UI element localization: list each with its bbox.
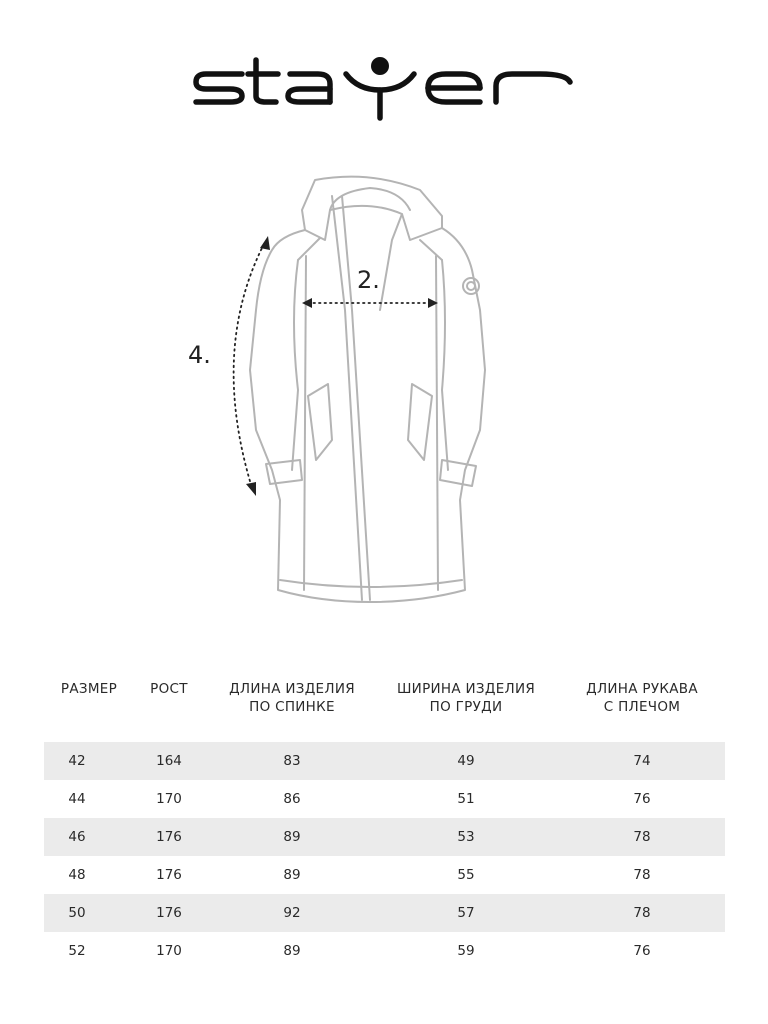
measure-label-4: 4. — [188, 341, 211, 369]
header-size: РАЗМЕР — [60, 681, 118, 697]
cell-height: 164 — [156, 753, 182, 769]
cell-size: 52 — [68, 943, 86, 959]
cell-back-length: 89 — [283, 829, 301, 845]
measure-label-2: 2. — [357, 266, 380, 294]
cell-height: 176 — [156, 867, 182, 883]
cell-sleeve-length: 78 — [633, 829, 651, 845]
header-chest-width: ШИРИНА ИЗДЕЛИЯ ПО ГРУДИ — [396, 681, 536, 715]
cell-back-length: 83 — [283, 753, 301, 769]
table-row — [44, 818, 725, 856]
cell-chest-width: 53 — [457, 829, 475, 845]
cell-size: 48 — [68, 867, 86, 883]
hood-outline — [302, 177, 442, 240]
coat-sketch — [180, 170, 510, 620]
table-row — [44, 894, 725, 932]
cell-back-length: 86 — [283, 791, 301, 807]
header-sleeve-length: ДЛИНА РУКАВА С ПЛЕЧОМ — [586, 681, 698, 715]
sleeve-length-arrow — [234, 236, 270, 496]
cell-height: 176 — [156, 829, 182, 845]
stayer-logo — [190, 52, 580, 132]
cell-sleeve-length: 78 — [633, 867, 651, 883]
table-row — [44, 780, 725, 818]
cell-height: 170 — [156, 791, 182, 807]
cell-size: 44 — [68, 791, 86, 807]
cell-chest-width: 55 — [457, 867, 475, 883]
cell-chest-width: 49 — [457, 753, 475, 769]
cell-height: 170 — [156, 943, 182, 959]
header-height: РОСТ — [150, 681, 188, 697]
cell-chest-width: 59 — [457, 943, 475, 959]
cell-sleeve-length: 78 — [633, 905, 651, 921]
cell-size: 50 — [68, 905, 86, 921]
cell-chest-width: 57 — [457, 905, 475, 921]
cell-back-length: 92 — [283, 905, 301, 921]
size-table-header — [44, 680, 725, 720]
cell-back-length: 89 — [283, 867, 301, 883]
cell-sleeve-length: 76 — [633, 943, 651, 959]
size-table-body — [44, 742, 725, 970]
table-row — [44, 742, 725, 780]
cell-back-length: 89 — [283, 943, 301, 959]
header-back-length: ДЛИНА ИЗДЕЛИЯ ПО СПИНКЕ — [229, 681, 355, 715]
cell-sleeve-length: 74 — [633, 753, 651, 769]
table-row — [44, 856, 725, 894]
cell-size: 46 — [68, 829, 86, 845]
cell-height: 176 — [156, 905, 182, 921]
chest-width-arrow — [302, 298, 438, 308]
table-row — [44, 932, 725, 970]
cell-sleeve-length: 76 — [633, 791, 651, 807]
cell-chest-width: 51 — [457, 791, 475, 807]
cell-size: 42 — [68, 753, 86, 769]
